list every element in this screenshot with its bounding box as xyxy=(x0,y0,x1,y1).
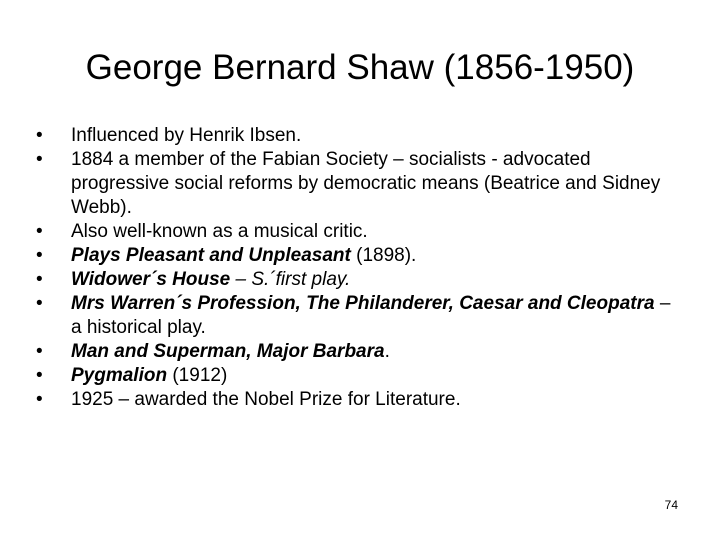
bullet-item xyxy=(36,364,676,388)
bullet-item xyxy=(36,340,676,364)
bullet-item xyxy=(36,292,676,340)
bullet-marker: • xyxy=(36,269,43,290)
bullet-text: 1925 – awarded the Nobel Prize for Literature. xyxy=(71,389,461,410)
bullet-marker: • xyxy=(36,149,43,170)
bullet-list xyxy=(36,124,676,412)
bullet-marker: • xyxy=(36,125,43,146)
bullet-marker: • xyxy=(36,389,43,410)
bullet-marker: • xyxy=(36,341,43,362)
bullet-text: 1884 a member of the Fabian Society – socialists - advocated progressive social reforms by democratic means (Beatrice and Sidney Webb). xyxy=(71,149,661,218)
bullet-marker: • xyxy=(36,221,43,242)
bullet-item xyxy=(36,124,676,148)
work-title: Plays Pleasant and Unpleasant xyxy=(71,245,351,266)
bullet-text: (1898). xyxy=(350,245,417,266)
bullet-item xyxy=(36,148,676,220)
bullet-text: – S.´first play. xyxy=(230,269,351,290)
bullet-text: Also well-known as a musical critic. xyxy=(71,221,368,242)
bullet-item xyxy=(36,220,676,244)
work-title: Pygmalion xyxy=(71,365,168,386)
work-title: Man and Superman, Major Barbara xyxy=(71,341,385,362)
bullet-marker: • xyxy=(36,245,43,266)
bullet-marker: • xyxy=(36,293,43,314)
bullet-text: – a historical play. xyxy=(71,293,671,338)
page-number: 74 xyxy=(664,498,678,512)
bullet-text: . xyxy=(384,341,390,362)
slide-title: George Bernard Shaw (1856-1950) xyxy=(85,48,635,87)
bullet-marker: • xyxy=(36,365,43,386)
bullet-text: Influenced by Henrik Ibsen. xyxy=(71,125,302,146)
bullet-item xyxy=(36,268,676,292)
work-title: Mrs Warren´s Profession, The Philanderer, Caesar and Cleopatra xyxy=(71,293,655,314)
bullet-item xyxy=(36,244,676,268)
bullet-item xyxy=(36,388,676,412)
work-title: Widower´s House xyxy=(71,269,231,290)
bullet-text: (1912) xyxy=(167,365,228,386)
